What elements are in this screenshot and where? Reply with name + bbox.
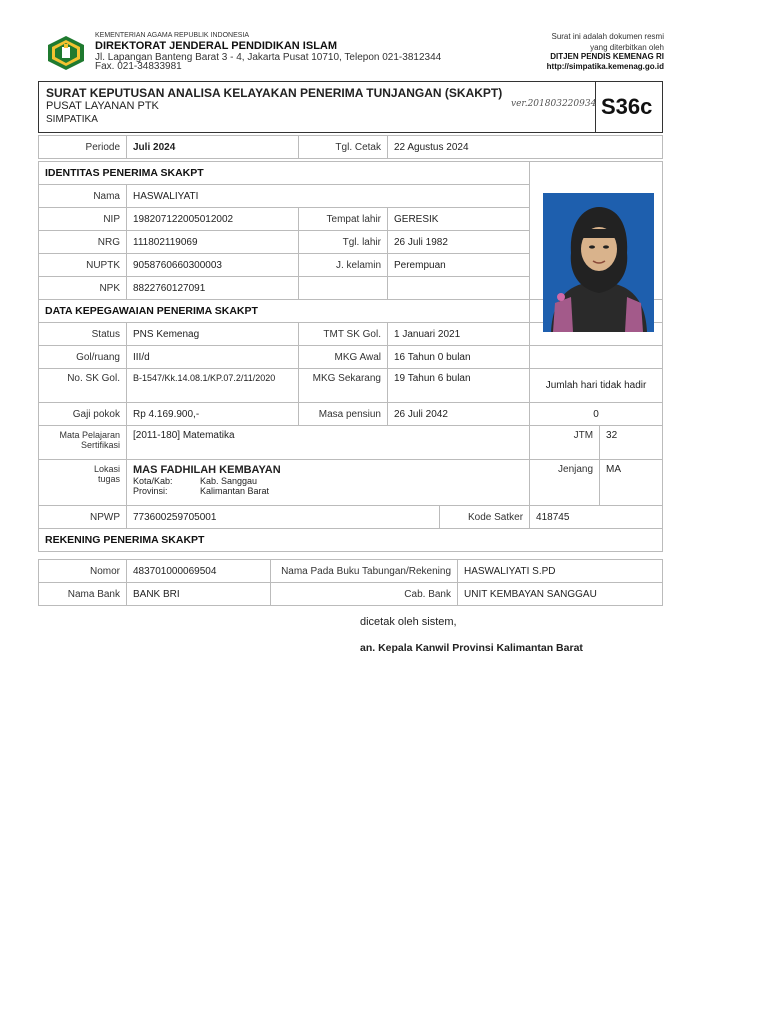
jtm-value: 32	[600, 426, 663, 460]
jenjang-label: Jenjang	[530, 460, 600, 506]
gaji-label: Gaji pokok	[39, 403, 127, 426]
npwp-label: NPWP	[39, 506, 127, 529]
gol-label: Gol/ruang	[39, 346, 127, 369]
directorate-address: Jl. Lapangan Banteng Barat 3 - 4, Jakarta Pusat 10710, Telepon 021-3812344	[95, 52, 442, 63]
directorate-name: DIREKTORAT JENDERAL PENDIDIKAN ISLAM	[95, 40, 338, 52]
rekening-section-title: REKENING PENERIMA SKAKPT	[39, 529, 663, 552]
pensiun-value: 26 Juli 2042	[388, 403, 530, 426]
document-code: S36c	[601, 94, 653, 119]
official-issuer: DITJEN PENDIS KEMENAG RI	[550, 52, 664, 61]
tgl-lahir-label: Tgl. lahir	[299, 231, 388, 254]
pensiun-label: Masa pensiun	[299, 403, 388, 426]
empty-cell	[530, 346, 663, 369]
periode-label: Periode	[39, 136, 127, 159]
satker-value: 418745	[530, 506, 663, 529]
cabang-value: UNIT KEMBAYAN SANGGAU	[458, 583, 663, 606]
kota-label: Kota/Kab:	[133, 476, 173, 486]
tmt-value: 1 Januari 2021	[388, 323, 530, 346]
empty-cell	[388, 277, 530, 300]
nuptk-label: NUPTK	[39, 254, 127, 277]
official-note-line1: Surat ini adalah dokumen resmi	[551, 32, 664, 41]
nomor-label: Nomor	[39, 560, 127, 583]
rekening-table	[38, 559, 663, 606]
nomor-value: 483701000069504	[127, 560, 271, 583]
mkg-sekarang-label: MKG Sekarang	[299, 369, 388, 403]
nama-value: HASWALIYATI	[127, 185, 530, 208]
sk-value: B-1547/Kk.14.08.1/KP.07.2/11/2020	[127, 369, 299, 403]
tempat-lahir-label: Tempat lahir	[299, 208, 388, 231]
lokasi-label	[39, 460, 127, 506]
document-subtitle: PUSAT LAYANAN PTK	[46, 100, 159, 112]
gol-value: III/d	[127, 346, 299, 369]
lokasi-school: MAS FADHILAH KEMBAYAN	[133, 464, 281, 476]
nrg-label: NRG	[39, 231, 127, 254]
print-date-label: Tgl. Cetak	[299, 136, 388, 159]
printed-by-system: dicetak oleh sistem,	[360, 616, 457, 628]
empty-cell	[299, 277, 388, 300]
print-date-value: 22 Agustus 2024	[388, 136, 663, 159]
kota-value: Kab. Sanggau	[200, 476, 258, 486]
jenjang-value: MA	[600, 460, 663, 506]
tmt-label: TMT SK Gol.	[299, 323, 388, 346]
bank-value: BANK BRI	[127, 583, 271, 606]
identitas-section-title: IDENTITAS PENERIMA SKAKPT	[39, 162, 530, 185]
tempat-lahir-value: GERESIK	[388, 208, 530, 231]
lokasi-label-line1: Lokasi	[93, 464, 120, 474]
npk-value: 8822760127091	[127, 277, 299, 300]
teacher-photo	[543, 193, 654, 332]
document-system: SIMPATIKA	[46, 114, 98, 125]
lokasi-kota-row	[133, 476, 523, 486]
jtm-label: JTM	[530, 426, 600, 460]
ministry-name: KEMENTERIAN AGAMA REPUBLIK INDONESIA	[95, 32, 250, 39]
periode-table	[38, 135, 663, 159]
cabang-label: Cab. Bank	[271, 583, 458, 606]
npwp-value: 773600259705001	[127, 506, 440, 529]
mkg-awal-value: 16 Tahun 0 bulan	[388, 346, 530, 369]
status-label: Status	[39, 323, 127, 346]
nip-label: NIP	[39, 208, 127, 231]
nama-rekening-value: HASWALIYATI S.PD	[458, 560, 663, 583]
mapel-label-line2: Sertifikasi	[80, 440, 120, 450]
lokasi-value	[127, 460, 530, 506]
tgl-lahir-value: 26 Juli 1982	[388, 231, 530, 254]
official-url: http://simpatika.kemenag.go.id	[546, 62, 664, 71]
kelamin-value: Perempuan	[388, 254, 530, 277]
provinsi-label: Provinsi:	[133, 486, 168, 496]
kemenag-logo	[46, 35, 86, 71]
document-version: ver.201803220934	[511, 99, 597, 109]
hari-tidak-hadir-value: 0	[530, 403, 663, 426]
mapel-value: [2011-180] Matematika	[127, 426, 530, 460]
nip-value: 198207122005012002	[127, 208, 299, 231]
signer-title: an. Kepala Kanwil Provinsi Kalimantan Barat	[360, 642, 583, 654]
provinsi-value: Kalimantan Barat	[200, 486, 270, 496]
gaji-value: Rp 4.169.900,-	[127, 403, 299, 426]
npk-label: NPK	[39, 277, 127, 300]
kepegawaian-section-title: DATA KEPEGAWAIAN PENERIMA SKAKPT	[39, 300, 530, 323]
lokasi-label-line2: tugas	[97, 474, 120, 484]
mkg-awal-label: MKG Awal	[299, 346, 388, 369]
satker-label: Kode Satker	[440, 506, 530, 529]
document-title: SURAT KEPUTUSAN ANALISA KELAYAKAN PENERIMA TUNJANGAN (SKAKPT)	[46, 86, 503, 100]
mapel-label	[39, 426, 127, 460]
hari-tidak-hadir-label: Jumlah hari tidak hadir	[530, 369, 663, 403]
official-note-line2: yang diterbitkan oleh	[590, 43, 664, 52]
nama-rekening-label: Nama Pada Buku Tabungan/Rekening	[271, 560, 458, 583]
lokasi-provinsi-row	[133, 486, 523, 496]
mapel-label-line1: Mata Pelajaran	[59, 430, 120, 440]
kelamin-label: J. kelamin	[299, 254, 388, 277]
nuptk-value: 9058760660300003	[127, 254, 299, 277]
mkg-sekarang-value: 19 Tahun 6 bulan	[388, 369, 530, 403]
status-value: PNS Kemenag	[127, 323, 299, 346]
nama-label: Nama	[39, 185, 127, 208]
directorate-fax: Fax. 021-34833981	[95, 61, 182, 72]
nrg-value: 111802119069	[127, 231, 299, 254]
sk-label: No. SK Gol.	[39, 369, 127, 403]
periode-value: Juli 2024	[127, 136, 299, 159]
bank-label: Nama Bank	[39, 583, 127, 606]
